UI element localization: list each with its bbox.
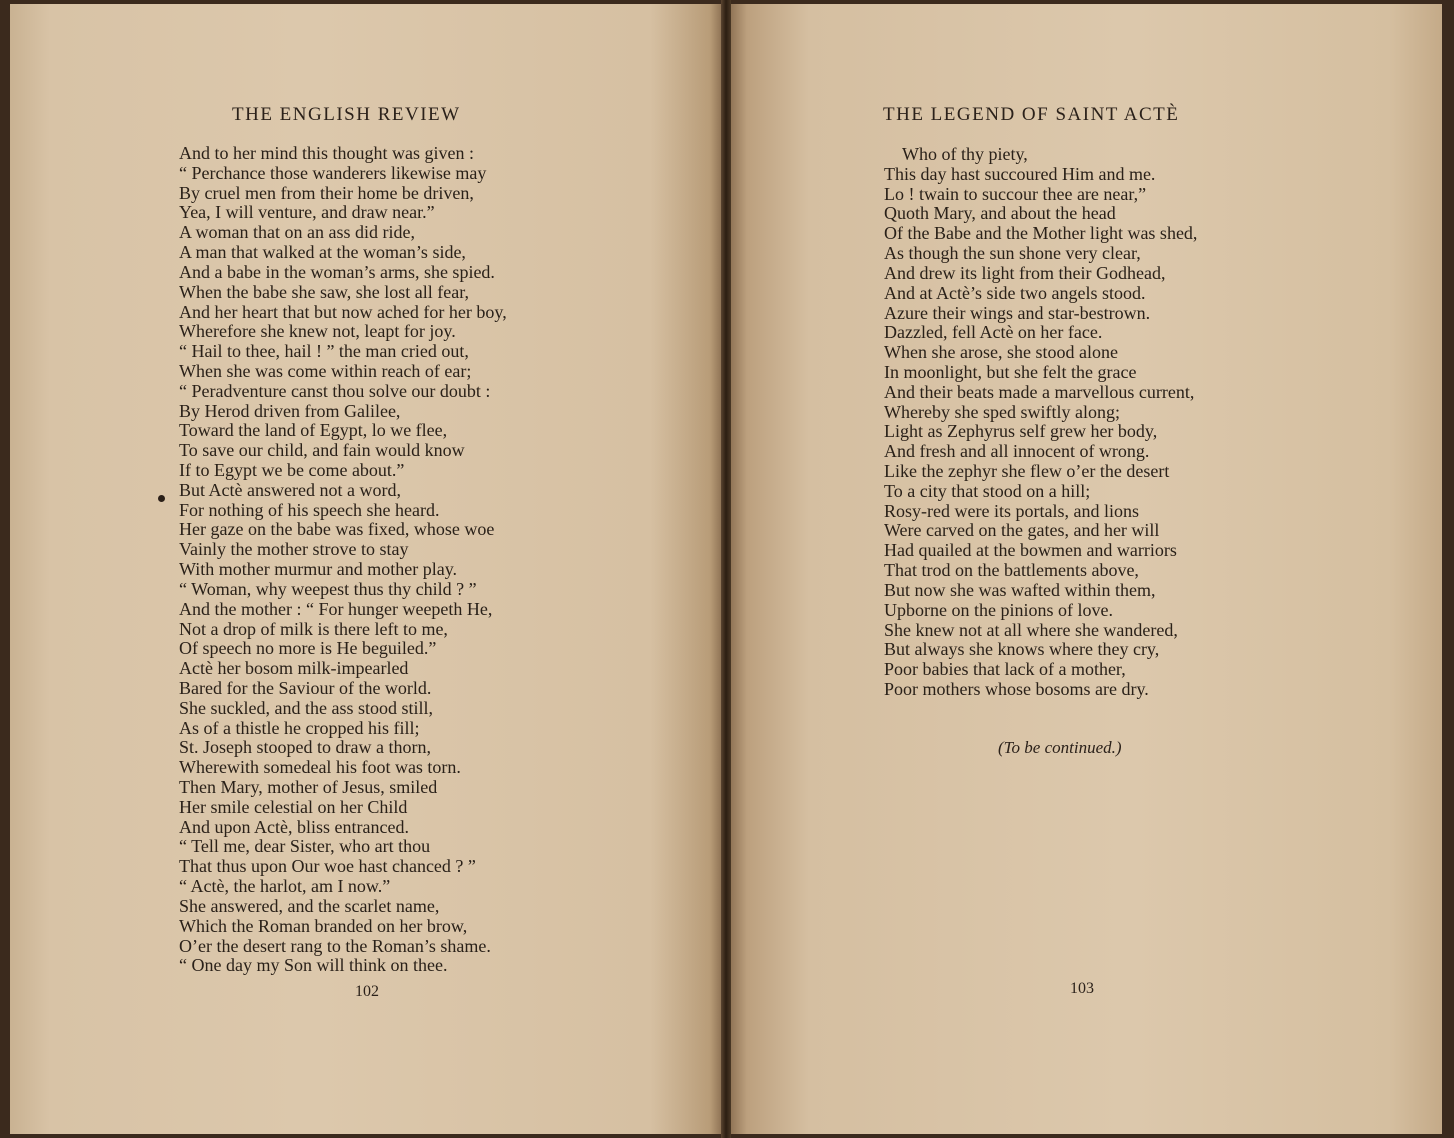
poem-line: “ Actè, the harlot, am I now.” — [179, 876, 391, 897]
poem-line: Toward the land of Egypt, lo we flee, — [179, 420, 448, 441]
poem-line: By Herod driven from Galilee, — [179, 400, 401, 421]
poem-line: St. Joseph stooped to draw a thorn, — [179, 737, 431, 758]
left-folio: 102 — [355, 983, 379, 1000]
poem-line: Her gaze on the babe was fixed, whose woe — [179, 519, 495, 540]
poem-line: This day hast succoured Him and me. — [884, 163, 1156, 184]
poem-line: Lo ! twain to succour thee are near,” — [884, 183, 1147, 204]
poem-line: Of speech no more is He beguiled.” — [179, 638, 437, 659]
poem-line: And drew its light from their Godhead, — [884, 262, 1166, 283]
right-poem — [884, 145, 1197, 700]
poem-line: A woman that on an ass did ride, — [179, 222, 415, 243]
poem-line: And the mother : “ For hunger weepeth He, — [179, 598, 493, 619]
poem-line: If to Egypt we be come about.” — [179, 460, 405, 480]
book-gutter — [721, 0, 731, 1138]
left-poem — [179, 144, 507, 976]
poem-line: “ Perchance those wanderers likewise may — [179, 162, 487, 183]
poem-line: Upborne on the pinions of love. — [884, 599, 1113, 620]
poem-line: But Actè answered not a word, — [179, 479, 401, 500]
poem-line: To a city that stood on a hill; — [884, 480, 1091, 501]
poem-line: Of the Babe and the Mother light was shed, — [884, 223, 1198, 244]
poem-line: And their beats made a marvellous current, — [884, 381, 1195, 402]
poem-line: When she was come within reach of ear; — [179, 360, 472, 381]
poem-line: And upon Actè, bliss entranced. — [179, 816, 409, 837]
poem-line: When she arose, she stood alone — [884, 342, 1118, 363]
poem-line: Actè her bosom milk-impearled — [179, 658, 409, 679]
poem-line: “ Tell me, dear Sister, who art thou — [179, 836, 431, 857]
poem-line: By cruel men from their home be driven, — [179, 182, 474, 203]
poem-line: Which the Roman branded on her brow, — [179, 915, 468, 936]
poem-line: With mother murmur and mother play. — [179, 559, 458, 580]
poem-line: Quoth Mary, and about the head — [884, 203, 1116, 224]
poem-line: Wherefore she knew not, leapt for joy. — [179, 321, 456, 342]
poem-line: Bared for the Saviour of the world. — [179, 677, 432, 698]
poem-line: That thus upon Our woe hast chanced ? ” — [179, 856, 476, 877]
poem-line: Were carved on the gates, and her will — [884, 520, 1160, 541]
poem-line: “ One day my Son will think on thee. — [179, 955, 448, 976]
poem-line: A man that walked at the woman’s side, — [179, 242, 466, 263]
poem-line: Poor babies that lack of a mother, — [884, 659, 1126, 680]
poem-line: Who of thy piety, — [902, 144, 1028, 164]
poem-line: And fresh and all innocent of wrong. — [884, 441, 1150, 462]
poem-line: “ Woman, why weepest thus thy child ? ” — [179, 578, 477, 599]
poem-line: And her heart that but now ached for her boy, — [179, 301, 507, 322]
poem-line: Had quailed at the bowmen and warriors — [884, 540, 1177, 561]
poem-line: Poor mothers whose bosoms are dry. — [884, 678, 1149, 699]
poem-line: As of a thistle he cropped his fill; — [179, 717, 420, 738]
poem-line: But always she knows where they cry, — [884, 639, 1160, 660]
poem-line: “ Hail to thee, hail ! ” the man cried out, — [179, 341, 469, 362]
right-folio: 103 — [1070, 980, 1094, 997]
poem-line: In moonlight, but she felt the grace — [884, 361, 1137, 382]
ink-spot — [158, 495, 165, 502]
poem-line: Wherewith somedeal his foot was torn. — [179, 757, 461, 778]
poem-line: To save our child, and fain would know — [179, 440, 465, 461]
poem-line: And a babe in the woman’s arms, she spied. — [179, 261, 495, 282]
to-be-continued-note: (To be continued.) — [998, 738, 1122, 757]
poem-line: Dazzled, fell Actè on her face. — [884, 322, 1103, 343]
poem-line: O’er the desert rang to the Roman’s shame. — [179, 935, 491, 956]
poem-line: But now she was wafted within them, — [884, 579, 1156, 600]
poem-line: Like the zephyr she flew o’er the desert — [884, 461, 1170, 481]
poem-line: “ Peradventure canst thou solve our doubt : — [179, 380, 491, 401]
left-running-head: THE ENGLISH REVIEW — [232, 104, 461, 125]
poem-line: That trod on the battlements above, — [884, 560, 1139, 581]
poem-line: Not a drop of milk is there left to me, — [179, 618, 448, 639]
poem-line: As though the sun shone very clear, — [884, 243, 1141, 264]
poem-line: When the babe she saw, she lost all fear, — [179, 281, 470, 302]
poem-line: Vainly the mother strove to stay — [179, 539, 409, 560]
poem-line: Light as Zephyrus self grew her body, — [884, 421, 1158, 442]
poem-line: Rosy-red were its portals, and lions — [884, 500, 1139, 521]
poem-line: Yea, I will venture, and draw near.” — [179, 202, 435, 223]
right-running-head: THE LEGEND OF SAINT ACTÈ — [883, 104, 1180, 125]
poem-line: She answered, and the scarlet name, — [179, 895, 440, 916]
poem-line: For nothing of his speech she heard. — [179, 499, 440, 520]
poem-line: And at Actè’s side two angels stood. — [884, 282, 1146, 303]
poem-line: Then Mary, mother of Jesus, smiled — [179, 777, 438, 797]
poem-line: Whereby she sped swiftly along; — [884, 401, 1120, 422]
poem-line: She knew not at all where she wandered, — [884, 619, 1178, 640]
poem-line: Azure their wings and star-bestrown. — [884, 302, 1151, 323]
poem-line: And to her mind this thought was given : — [179, 143, 474, 163]
poem-line: Her smile celestial on her Child — [179, 796, 408, 817]
poem-line: She suckled, and the ass stood still, — [179, 697, 433, 718]
